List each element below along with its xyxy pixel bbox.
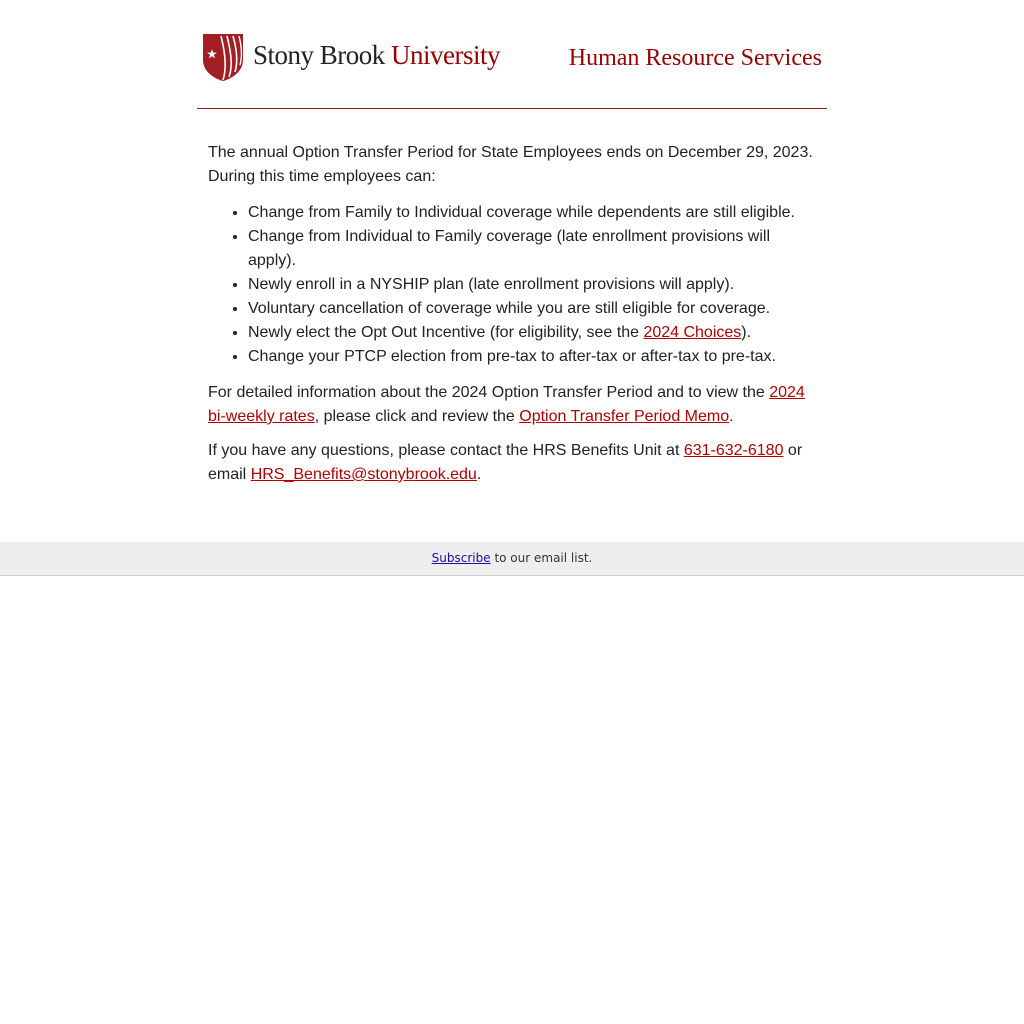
shield-icon bbox=[201, 32, 245, 82]
list-item bbox=[248, 321, 816, 345]
intro-paragraph bbox=[208, 141, 816, 189]
list-item: • Change from Individual to Family coverage (late enrollment provisions will apply). bbox=[248, 225, 816, 273]
details-paragraph bbox=[208, 381, 816, 429]
contact-text-end: . bbox=[476, 466, 482, 483]
list-item: • Voluntary cancellation of coverage while you are still eligible for coverage. bbox=[248, 297, 816, 321]
opt-out-text: Newly elect the Opt Out Incentive (for eligibility, see the bbox=[248, 324, 644, 341]
details-text-mid: , please click and review the bbox=[314, 408, 520, 425]
subscribe-link[interactable]: Subscribe bbox=[431, 551, 491, 565]
message-body bbox=[197, 109, 827, 487]
header bbox=[197, 0, 827, 109]
contact-text-mid: or email bbox=[208, 442, 803, 483]
contact-paragraph bbox=[208, 439, 816, 487]
email-container bbox=[197, 0, 827, 497]
footer-text: to our email list. bbox=[490, 551, 593, 565]
phone-link[interactable]: 631-632-6180 bbox=[683, 442, 784, 459]
options-list bbox=[208, 201, 816, 369]
intro-line-2: During this time employees can: bbox=[208, 168, 436, 185]
details-text: For detailed information about the 2024 Option Transfer Period and to view the bbox=[208, 384, 770, 401]
email-link[interactable]: HRS_Benefits@stonybrook.edu bbox=[250, 466, 477, 483]
choices-2024-link[interactable]: 2024 Choices bbox=[643, 324, 742, 341]
opt-out-text-end: ). bbox=[741, 324, 752, 341]
department-title: Human Resource Services bbox=[568, 45, 822, 71]
otp-memo-link[interactable]: Option Transfer Period Memo bbox=[519, 408, 730, 425]
university-logo[interactable] bbox=[201, 32, 500, 82]
list-item: • Change from Family to Individual coverage while dependents are still eligible. bbox=[248, 201, 816, 225]
list-item: • Change your PTCP election from pre-tax to after-tax or after-tax to pre-tax. bbox=[248, 345, 816, 369]
list-item: • Newly enroll in a NYSHIP plan (late enrollment provisions will apply). bbox=[248, 273, 816, 297]
footer-bar bbox=[0, 542, 1024, 576]
logo-wordmark bbox=[253, 40, 500, 71]
logo-text-stony-brook: Stony Brook bbox=[253, 39, 385, 70]
logo-text-university: University bbox=[391, 39, 501, 70]
intro-line-1: The annual Option Transfer Period for State Employees ends on December 29, 2023. bbox=[208, 144, 813, 161]
biweekly-rates-link[interactable]: 2024 bi-weekly rates bbox=[208, 384, 805, 425]
details-text-end: . bbox=[729, 408, 734, 425]
contact-text: If you have any questions, please contact the HRS Benefits Unit at bbox=[208, 442, 684, 459]
